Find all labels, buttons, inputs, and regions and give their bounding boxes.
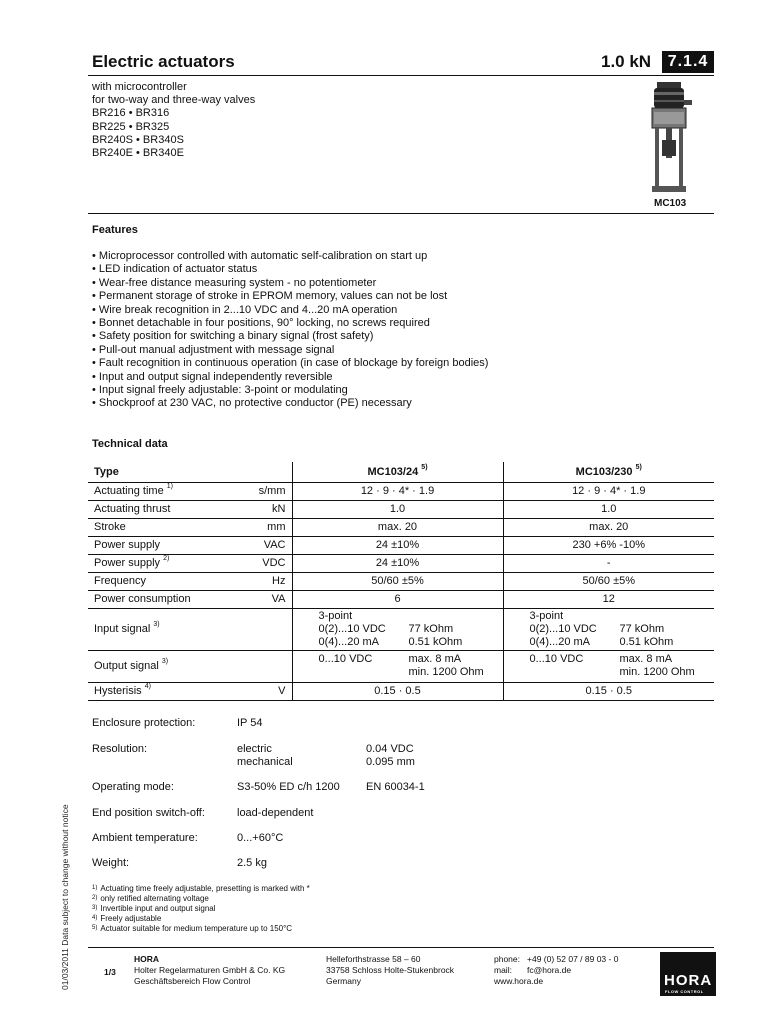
feature-item: • Wear-free distance measuring system - no potentiometer <box>92 276 377 289</box>
feature-item: • Input signal freely adjustable: 3-point or modulating <box>92 384 348 397</box>
section-divider <box>88 213 714 214</box>
technical-data-table <box>88 462 714 701</box>
phone-label: phone: <box>494 954 520 964</box>
footer-divider <box>88 947 714 948</box>
company-line: Geschäftsbereich Flow Control <box>134 976 251 986</box>
feature-item: • Permanent storage of stroke in EPROM memory, values can not be lost <box>92 290 448 303</box>
subtitle-line: BR225 • BR325 <box>92 120 170 133</box>
section-number-badge: 7.1.4 <box>662 51 714 73</box>
company-line: Holter Regelarmaturen GmbH & Co. KG <box>134 965 286 975</box>
model-a-header: MC103/24 $^{5)}$ <box>292 462 503 482</box>
spec-key: Weight: <box>92 857 130 869</box>
company-block <box>134 954 285 987</box>
footnote: $^{5)}$ Actuator suitable for medium temperature up to 150°C <box>92 924 293 933</box>
spec-key: Ambient temperature: <box>92 832 198 844</box>
feature-item: • Input and output signal independently reversible <box>92 370 333 383</box>
features-heading: Features <box>92 224 138 236</box>
spec-value: load-dependent <box>237 807 314 819</box>
spec-value: 2.5 kg <box>237 857 267 869</box>
table-row-input-signal: Input signal $^{3)}$ 3-point 0(2)...10 VDC 77 kOhm 0(4)...20 mA 0.51 kOhm 3-point 0(2)...10 VDC 77 kOhm 0(4)...20 mA 0.51 kOhm <box>88 608 714 650</box>
subtitle-line: with microcontroller <box>92 81 187 93</box>
hora-logo: HORA FLOW CONTROL <box>660 952 716 996</box>
feature-item: • Bonnet detachable in four positions, 90° locking, no screws required <box>92 317 430 330</box>
footnote: $^{2)}$ only retified alternating voltage <box>92 894 209 903</box>
spec-value: 0...+60°C <box>237 832 284 844</box>
address-line: 33758 Schloss Holte-Stukenbrock <box>326 965 455 975</box>
table-header-row <box>88 462 714 482</box>
table-row: Power consumption VA 6 12 <box>88 590 714 608</box>
feature-item: • LED indication of actuator status <box>92 263 258 276</box>
subtitle-line: for two-way and three-way valves <box>92 94 256 107</box>
technical-data-heading: Technical data <box>92 438 168 450</box>
spec-value: 0.095 mm <box>366 756 415 768</box>
spec-value: IP 54 <box>237 717 263 729</box>
table-row: Power supply $^{2)}$ VDC 24 ±10% - <box>88 554 714 572</box>
table-row: Power supply VAC 24 ±10% 230 +6% -10% <box>88 536 714 554</box>
feature-item: • Wire break recognition in 2...10 VDC and 4...20 mA operation <box>92 303 398 316</box>
mail-label: mail: <box>494 965 512 975</box>
page-number: 1/3 <box>104 967 116 977</box>
table-row: Frequency Hz 50/60 ±5% 50/60 ±5% <box>88 572 714 590</box>
email-link[interactable]: fc@hora.de <box>527 965 572 975</box>
feature-item: • Microprocessor controlled with automatic self-calibration on start up <box>92 250 428 262</box>
table-row: Stroke mm max. 20 max. 20 <box>88 518 714 536</box>
product-subtitle <box>92 81 255 160</box>
model-b-header: MC103/230 $^{5)}$ <box>503 462 714 482</box>
spec-key: Enclosure protection: <box>92 717 196 729</box>
features-list <box>92 250 488 411</box>
spec-key: Resolution: <box>92 743 148 755</box>
spec-key: Operating mode: <box>92 781 174 793</box>
phone-number[interactable]: +49 (0) 52 07 / 89 03 - 0 <box>527 954 619 964</box>
actuator-illustration <box>640 80 696 196</box>
footnote: $^{1)}$ Actuating time freely adjustable, presetting is marked with * <box>92 884 310 893</box>
feature-item: • Safety position for switching a binary signal (frost safety) <box>92 330 374 343</box>
spec-value: 0.04 VDC <box>366 743 414 755</box>
spec-value: electric <box>237 743 272 755</box>
website-link[interactable]: www.hora.de <box>494 976 544 986</box>
table-row: Hysterisis $^{4)}$ V 0.15 · 0.5 0.15 · 0.5 <box>88 682 714 700</box>
table-row: Actuating thrust kN 1.0 1.0 <box>88 500 714 518</box>
address-block <box>326 954 454 987</box>
subtitle-line: BR240S • BR340S <box>92 133 184 146</box>
contact-block <box>494 954 618 987</box>
spec-key: End position switch-off: <box>92 807 205 819</box>
feature-item: • Fault recognition in continuous operation (in case of blockage by foreign bodies) <box>92 357 489 370</box>
spec-value: EN 60034-1 <box>366 781 425 793</box>
table-row: Actuating time $^{1)}$ s/mm 12 · 9 · 4* · 1.9 12 · 9 · 4* · 1.9 <box>88 482 714 500</box>
footnote: $^{3)}$ Invertible input and output signal <box>92 904 216 913</box>
side-disclaimer: 01/03/2011 Data subject to change without notice <box>60 804 70 990</box>
address-line: Helleforthstrasse 58 – 60 <box>326 954 421 964</box>
footnote: $^{4)}$ Freely adjustable <box>92 914 162 923</box>
spec-value: S3-50% ED c/h 1200 <box>237 781 340 793</box>
address-line: Germany <box>326 976 361 986</box>
header-divider <box>88 75 714 76</box>
subtitle-line: BR216 • BR316 <box>92 107 170 120</box>
type-header: Type <box>88 462 208 482</box>
company-name: HORA <box>134 954 160 964</box>
subtitle-line: BR240E • BR340E <box>92 147 184 160</box>
image-caption: MC103 <box>654 198 687 209</box>
table-row-output-signal: Output signal $^{3)}$ 0...10 VDC max. 8 mA min. 1200 Ohm 0...10 VDC max. 8 mA min. 1200 Ohm <box>88 650 714 682</box>
spec-value: mechanical <box>237 756 293 768</box>
feature-item: • Pull-out manual adjustment with message signal <box>92 343 335 356</box>
force-rating: 1.0 kN <box>601 52 652 71</box>
feature-item: • Shockproof at 230 VAC, no protective conductor (PE) necessary <box>92 397 412 410</box>
footnotes <box>92 884 310 934</box>
page-title: Electric actuators <box>92 52 235 71</box>
